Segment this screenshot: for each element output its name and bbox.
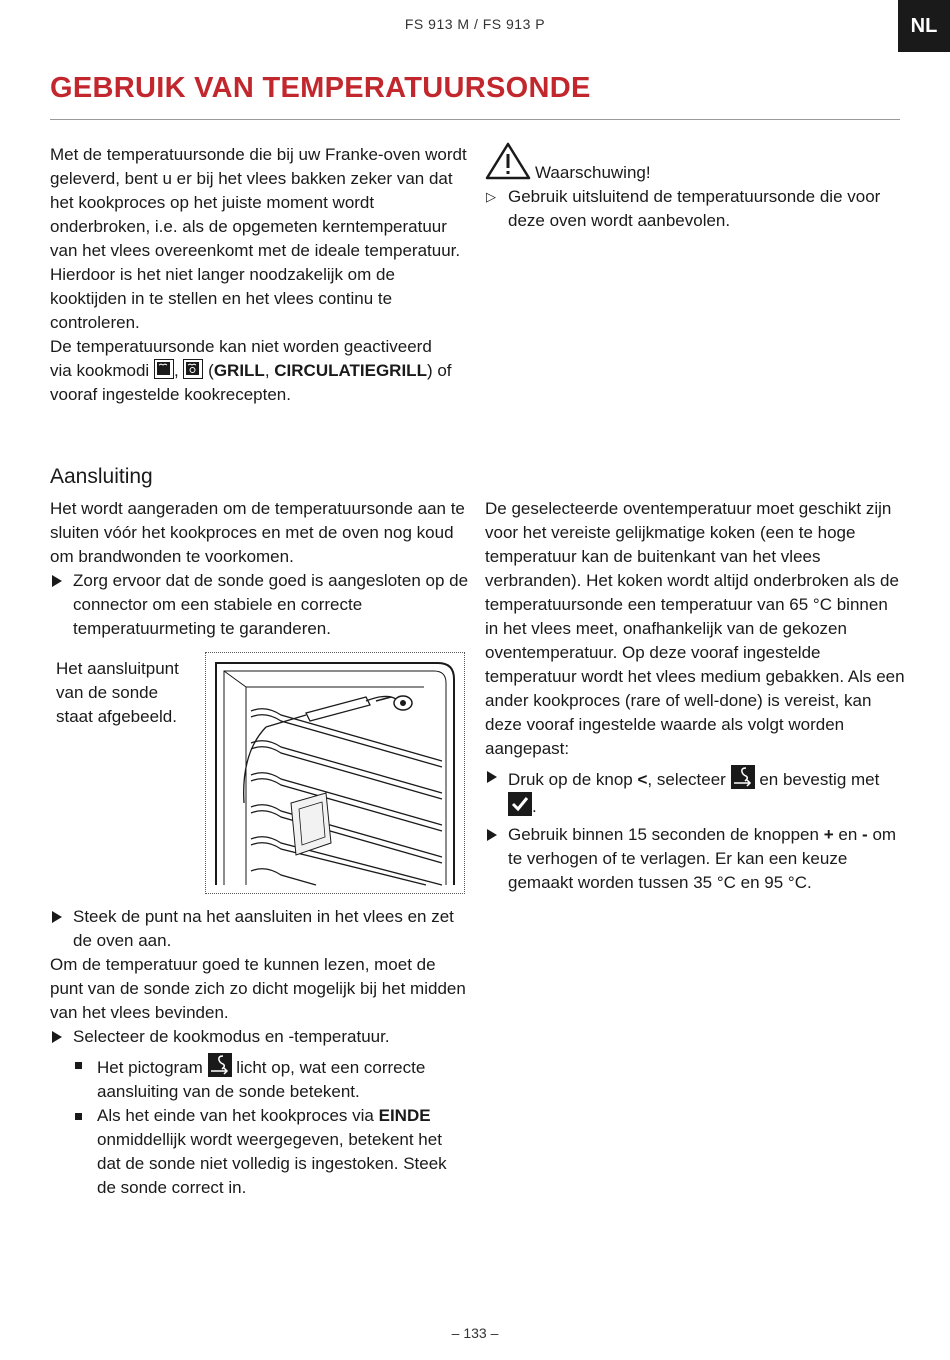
bullet-text: , selecteer (647, 770, 726, 789)
bullet-triangle-icon (52, 1031, 62, 1043)
intro-paren: ( (208, 361, 214, 380)
bullet-item (485, 823, 905, 895)
bullet-triangle-icon (52, 575, 62, 587)
warning-text: Gebruik uitsluitend de temperatuursonde die voor deze oven wordt aanbevolen. (508, 187, 881, 230)
back-key-label: < (637, 770, 648, 789)
warning-triangle-icon (485, 142, 531, 185)
bullet-triangle-icon (52, 911, 62, 923)
intro-paren-close: ) of (426, 361, 452, 380)
minus-key-label: - (862, 825, 868, 844)
section-paragraph: Om de temperatuur goed te kunnen lezen, moet de punt van de sonde zich zo dicht mogelijk bij het midden van het vlees bevinden. (50, 955, 466, 1022)
intro-block (50, 143, 470, 407)
warning-item (485, 185, 905, 233)
intro-line: via kookmodi (50, 361, 150, 380)
probe-icon (731, 765, 755, 789)
bullet-text: Selecteer de kookmodus en -temperatuur. (73, 1027, 390, 1046)
square-bullet-icon (75, 1062, 82, 1069)
bullet-item (50, 1025, 470, 1049)
page-number: – 133 – (451, 1325, 499, 1341)
intro-paragraph: Met de temperatuursonde die bij uw Franke-oven wordt geleverd, bent u er bij het vlees bakken zeker van dat het kookproces op het juiste moment wordt onderbroken, i.e. als de opgemeten kerntemperatuur van het vlees overeenkomt met de ideale temperatuur. Hierdoor is het niet langer noodzakelijk om de kooktijden in te stellen en het vlees continu te controleren. (50, 145, 467, 332)
bullet-text: Steek de punt na het aansluiten in het vlees en zet de oven aan. (73, 907, 454, 950)
bullet-text: en bevestig met (759, 770, 880, 789)
intro-line: De temperatuursonde kan niet worden geactiveerd (50, 337, 432, 356)
warning-text-block (485, 185, 905, 233)
intro-line: vooraf ingestelde kookrecepten. (50, 385, 291, 404)
oven-probe-figure (205, 652, 465, 894)
warning-header (485, 142, 651, 185)
header-model: FS 913 M / FS 913 P (404, 16, 546, 32)
grill-label: GRILL (213, 361, 265, 380)
intro-paragraph-2 (50, 335, 470, 407)
intro-sep: , (264, 361, 275, 380)
section-left-bottom (50, 905, 470, 1200)
outline-triangle-marker: ▷ (486, 189, 496, 204)
intro-comma: , (173, 361, 179, 380)
sub-bullet-item (50, 1053, 470, 1104)
bullet-triangle-icon (487, 771, 497, 783)
sub-bullet-text: licht op, wat een correcte aansluiting van de sonde betekent. (97, 1058, 426, 1101)
bullet-text: Druk op de knop (508, 770, 633, 789)
circulation-grill-mode-icon (183, 359, 203, 379)
bullet-triangle-icon (487, 829, 497, 841)
sub-bullet-text: Het pictogram (97, 1058, 203, 1077)
bullet-item (485, 765, 905, 819)
square-bullet-icon (75, 1113, 82, 1120)
end-label: EINDE (378, 1106, 431, 1125)
bullet-item (50, 905, 470, 953)
section-paragraph: Het wordt aangeraden om de temperatuursonde aan te sluiten vóór het kookproces en met de oven nog koud om brandwonden te voorkomen. (50, 499, 465, 566)
language-badge: NL (898, 0, 950, 52)
probe-icon (208, 1053, 232, 1077)
bullet-text: Zorg ervoor dat de sonde goed is aangesloten op de connector om een stabiele en correcte temperatuurmeting te garanderen. (73, 571, 469, 638)
section-right (485, 497, 905, 895)
grill-mode-icon (154, 359, 174, 379)
title-divider (50, 119, 900, 120)
sub-bullet-text: onmiddellijk wordt weergegeven, betekent het dat de sonde niet volledig is ingestoken. Steek de sonde correct in. (97, 1130, 447, 1197)
section-paragraph: De geselecteerde oventemperatuur moet geschikt zijn voor het vereiste gelijkmatige koken (een te hoge temperatuur kan de buitenkant van het vlees verbranden). Het koken wordt altijd onderbroken als de temperatuursonde een temperatuur van 65 °C binnen in het vlees meet, onafhankelijk van de gekozen oventemperatuur. Op deze vooraf ingestelde temperatuur wordt het vlees medium gebakken. Als een ander kookproces (rare of well-done) is vereist, kan deze vooraf ingestelde waarde als volgt worden aangepast: (485, 499, 905, 758)
bullet-text: om te verhogen of te verlagen. Er kan een keuze gemaakt worden tussen 35 °C en 95 °C. (508, 825, 897, 892)
section-heading: Aansluiting (50, 465, 153, 488)
bullet-text: en (838, 825, 858, 844)
plus-key-label: + (823, 825, 834, 844)
oven-interior-illustration (206, 653, 463, 892)
circulation-grill-label: CIRCULATIEGRILL (274, 361, 427, 380)
warning-title: Waarschuwing! (535, 163, 651, 182)
page-title: GEBRUIK VAN TEMPERATUURSONDE (50, 72, 591, 104)
figure-caption: Het aansluitpunt van de sonde staat afgebeeld. (56, 659, 179, 726)
sub-bullet-item (50, 1104, 470, 1200)
section-left-top (50, 497, 470, 641)
check-confirm-icon (508, 792, 532, 816)
bullet-item (50, 569, 470, 641)
bullet-text: . (532, 797, 537, 816)
sub-bullet-text: Als het einde van het kookproces via (97, 1106, 374, 1125)
bullet-text: Gebruik binnen 15 seconden de knoppen (508, 825, 819, 844)
